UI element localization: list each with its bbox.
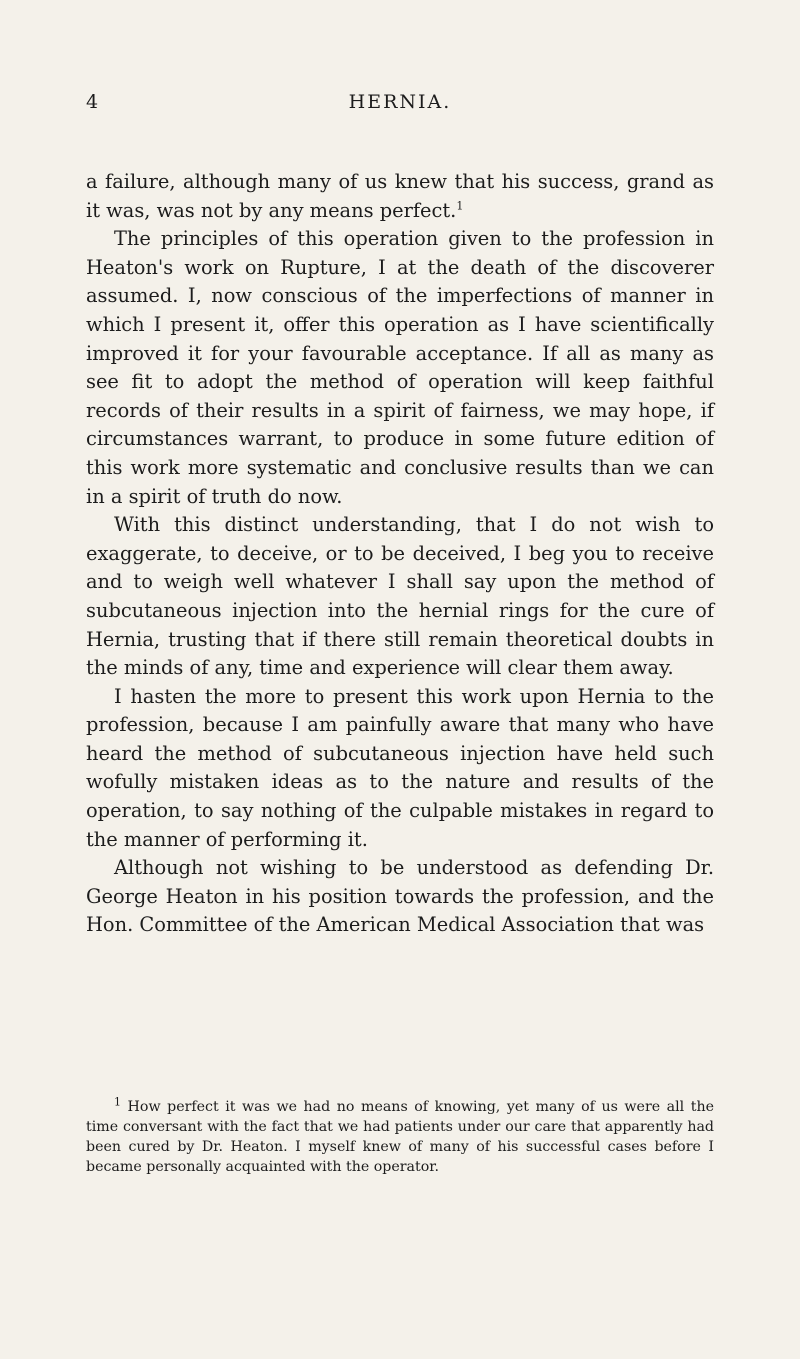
footnote-marker: 1 <box>114 1095 121 1109</box>
paragraph-3: With this distinct understanding, that I do not wish to exaggerate, to deceive, or to be deceived, I beg you to receive and to weigh well whatever I shall say upon the method of subcutaneous injection into the hernial rings for the cure of Hernia, trusting that if there still remain theoretical doubts in the minds of any, time and experience will clear them away. <box>86 513 714 680</box>
paragraph-5: Although not wishing to be understood as defending Dr. George Heaton in his position towards the profession, and the Hon. Committee of the American Medical Association that was <box>86 856 714 937</box>
paragraph-1: a failure, although many of us knew that his success, grand as it was, was not by any means perfect.$^1$ <box>86 170 714 222</box>
paragraph-2: The principles of this operation given to the profession in Heaton's work on Rupture, I at the death of the discoverer assumed. I, now conscious of the imperfections of manner in which I present it, offer this operation as I have scientifically improved it for your favourable acceptance. If all as many as see fit to adopt the method of operation will keep faithful records of their results in a spirit of fairness, we may hope, if circumstances warrant, to produce in some future edition of this work more systematic and conclusive results than we can in a spirit of truth do now. <box>86 227 714 508</box>
main-text <box>86 168 714 940</box>
paragraph-4: I hasten the more to present this work upon Hernia to the profession, because I am painfully aware that many who have heard the method of subcutaneous injection have held such wofully mistaken ideas as to the nature and results of the operation, to say nothing of the culpable mistakes in regard to the manner of performing it. <box>86 684 714 851</box>
footnote <box>86 1097 714 1177</box>
page-number: 4 <box>86 91 101 113</box>
footnote-reference: 1 <box>456 199 464 213</box>
running-header <box>86 91 714 119</box>
running-title: HERNIA. <box>348 91 452 113</box>
footnote-text: How perfect it was we had no means of knowing, yet many of us were all the time conversant with the fact that we had patients under our care that apparently had been cured by Dr. Heaton. I myself knew of many of his successful cases before I became personally acquainted with the operator. <box>86 1099 714 1175</box>
